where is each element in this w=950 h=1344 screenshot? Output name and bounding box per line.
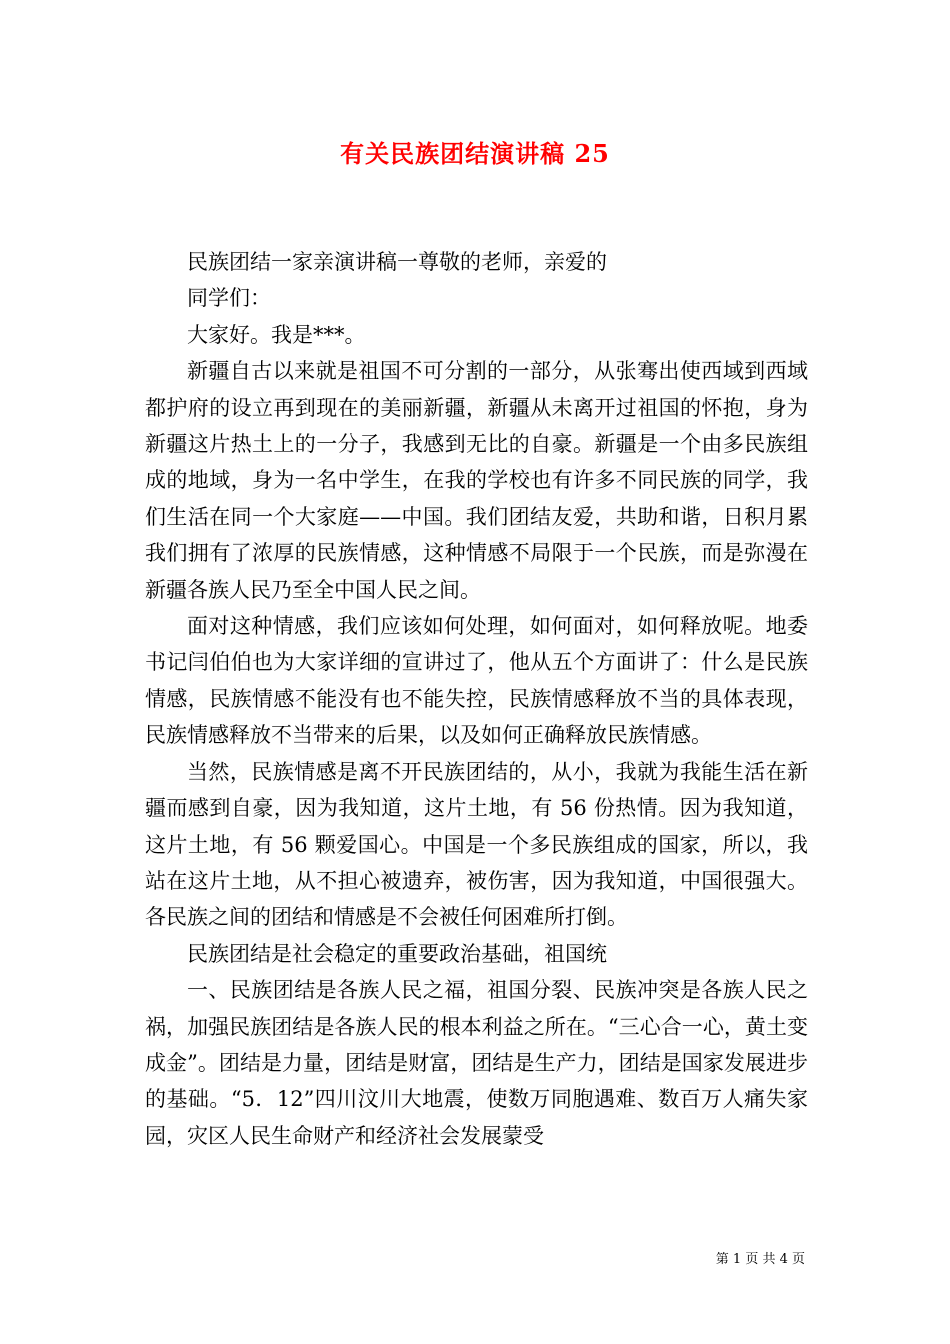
paragraph-greeting-line-1: 民族团结一家亲演讲稿一尊敬的老师，亲爱的 <box>187 250 607 274</box>
paragraph-xinjiang: 新疆自古以来就是祖国不可分割的一部分，从张骞出使西域到西域都护府的设立再到现在的美丽新疆，新疆从未离开过祖国的怀抱，身为新疆这片热土上的一分子，我感到无比的自豪。新疆是一个由多民族组成的地域，身为一名中学生，在我的学校也有许多不同民族的同学，我们生活在同一个大家庭——中国。我们团结友爱，共助和谐，日积月累我们拥有了浓厚的民族情感，这种情感不局限于一个民族，而是弥漫在新疆各族人民乃至全中国人民之间。 <box>145 359 808 602</box>
document-title: 有关民族团结演讲稿 25 <box>340 139 610 168</box>
paragraph-greeting-line-2: 同学们： <box>187 286 271 311</box>
paragraph-stability: 民族团结是社会稳定的重要政治基础，祖国统 <box>187 941 607 966</box>
page-number-footer: 第 1 页 共 4 页 <box>715 1252 805 1267</box>
paragraph-intro: 大家好。我是***。 <box>187 322 366 347</box>
document-body <box>145 244 808 1154</box>
paragraph-point-one: 一、民族团结是各族人民之福，祖国分裂、民族冲突是各族人民之祸，加强民族团结是各族人民的根本利益之所在。“三心合一心，黄土变成金”。团结是力量，团结是财富，团结是生产力，团结是国家发展进步的基础。“5．12”四川汶川大地震，使数万同胞遇难、数百万人痛失家园，灾区人民生命财产和经济社会发展蒙受 <box>145 978 808 1148</box>
paragraph-unity: 当然，民族情感是离不开民族团结的，从小，我就为我能生活在新疆而感到自豪，因为我知道，这片土地，有 56 份热情。因为我知道，这片土地，有 56 颗爱国心。中国是一个多民族组成的国家，所以，我站在这片土地，从不担心被遗弃，被伤害，因为我知道，中国很强大。各民族之间的团结和情感是不会被任何困难所打倒。 <box>145 759 808 930</box>
paragraph-emotion: 面对这种情感，我们应该如何处理，如何面对，如何释放呢。地委书记闫伯伯也为大家详细的宣讲过了，他从五个方面讲了：什么是民族情感，民族情感不能没有也不能失控，民族情感释放不当的具体表现，民族情感释放不当带来的后果，以及如何正确释放民族情感。 <box>145 614 808 748</box>
